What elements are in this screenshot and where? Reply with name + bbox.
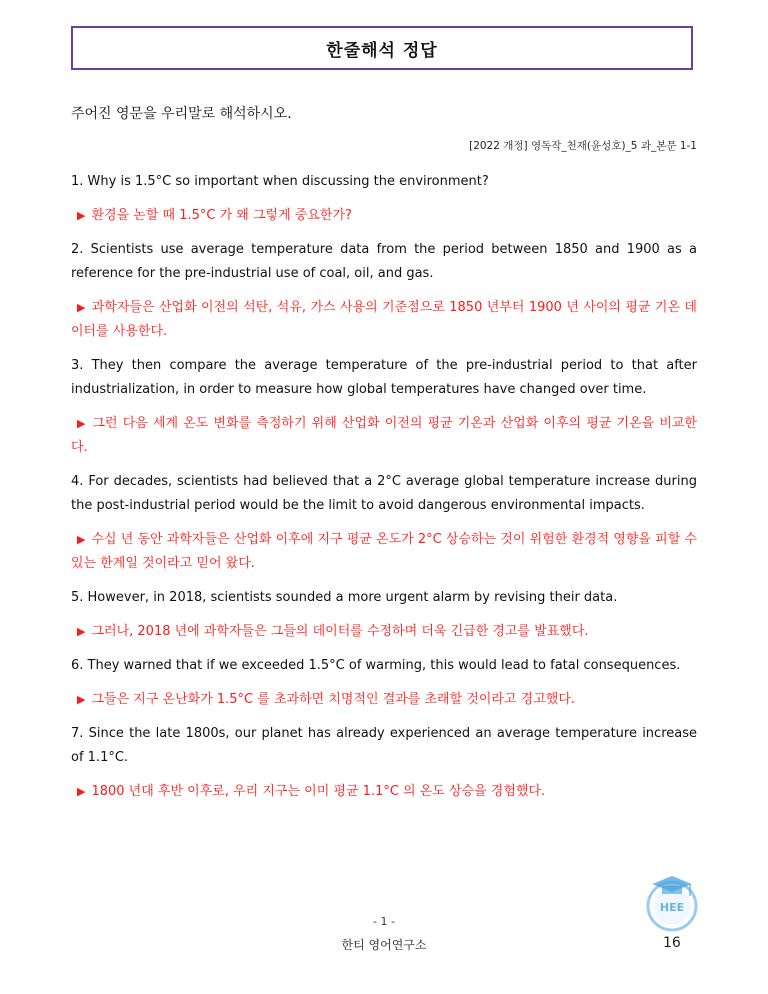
english-sentence-4: 4. For decades, scientists had believed that a 2°C average global temperature increase during the post-industrial period would be the limit to avoid dangerous environmental impacts. <box>71 474 697 513</box>
korean-answer-6 <box>71 688 697 712</box>
korean-answer-text: 환경을 논할 때 1.5°C 가 왜 그렇게 중요한가? <box>91 208 352 223</box>
korean-answer-1 <box>71 204 697 228</box>
korean-answer-text: 그런 다음 세계 온도 변화를 측정하기 위해 산업화 이전의 평균 기온과 산업화 이후의 평균 기온을 비교한다. <box>71 416 697 455</box>
arrow-icon: ▶ <box>77 209 86 222</box>
korean-answer-text: 과학자들은 산업화 이전의 석탄, 석유, 가스 사용의 기준점으로 1850 년부터 1900 년 사이의 평균 기온 데이터를 사용한다. <box>71 300 697 339</box>
korean-answer-7 <box>71 780 697 804</box>
footer-organization: 한티 영어연구소 <box>341 938 427 952</box>
logo-text: HEE <box>659 901 685 914</box>
page-marker: - 1 - <box>373 915 395 928</box>
arrow-icon: ▶ <box>77 625 86 638</box>
english-sentence-5: 5. However, in 2018, scientists sounded a more urgent alarm by revising their data. <box>71 590 618 605</box>
english-sentence-7: 7. Since the late 1800s, our planet has already experienced an average temperature increase of 1.1°C. <box>71 726 697 765</box>
korean-answer-5 <box>71 620 697 644</box>
arrow-icon: ▶ <box>77 301 86 314</box>
korean-answer-text: 1800 년대 후반 이후로, 우리 지구는 이미 평균 1.1°C 의 온도 상승을 경험했다. <box>91 784 546 799</box>
korean-answer-3 <box>71 412 697 460</box>
korean-answer-text: 수십 년 동안 과학자들은 산업화 이후에 지구 평균 온도가 2°C 상승하는 것이 위험한 환경적 영향을 피할 수 있는 한계일 것이라고 믿어 왔다. <box>71 532 697 571</box>
title-box <box>71 26 693 70</box>
arrow-icon: ▶ <box>77 693 86 706</box>
korean-answer-2 <box>71 296 697 344</box>
english-sentence-3: 3. They then compare the average temperature of the pre-industrial period to that after industrialization, in order to measure how global temperatures have changed over time. <box>71 358 697 397</box>
footer-page-number: 16 <box>663 935 681 951</box>
english-sentence-1: 1. Why is 1.5°C so important when discussing the environment? <box>71 174 489 189</box>
english-sentence-6: 6. They warned that if we exceeded 1.5°C of warming, this would lead to fatal consequences. <box>71 658 681 673</box>
arrow-icon: ▶ <box>77 533 86 546</box>
arrow-icon: ▶ <box>77 785 86 798</box>
english-sentence-2: 2. Scientists use average temperature data from the period between 1850 and 1900 as a reference for the pre-industrial use of coal, oil, and gas. <box>71 242 697 281</box>
korean-answer-text: 그들은 지구 온난화가 1.5°C 를 초과하면 치명적인 결과를 초래할 것이라고 경고했다. <box>91 692 576 707</box>
translation-list <box>71 170 697 814</box>
korean-answer-text: 그러나, 2018 년에 과학자들은 그들의 데이터를 수정하며 더욱 긴급한 경고를 발표했다. <box>91 624 589 639</box>
korean-answer-4 <box>71 528 697 576</box>
arrow-icon: ▶ <box>77 417 87 430</box>
source-reference: [2022 개정] 영독작_천재(윤성호)_5 과_본문 1-1 <box>469 140 697 152</box>
instruction: 주어진 영문을 우리말로 해석하시오. <box>71 106 292 122</box>
page-title: 한줄해석 정답 <box>326 40 438 61</box>
